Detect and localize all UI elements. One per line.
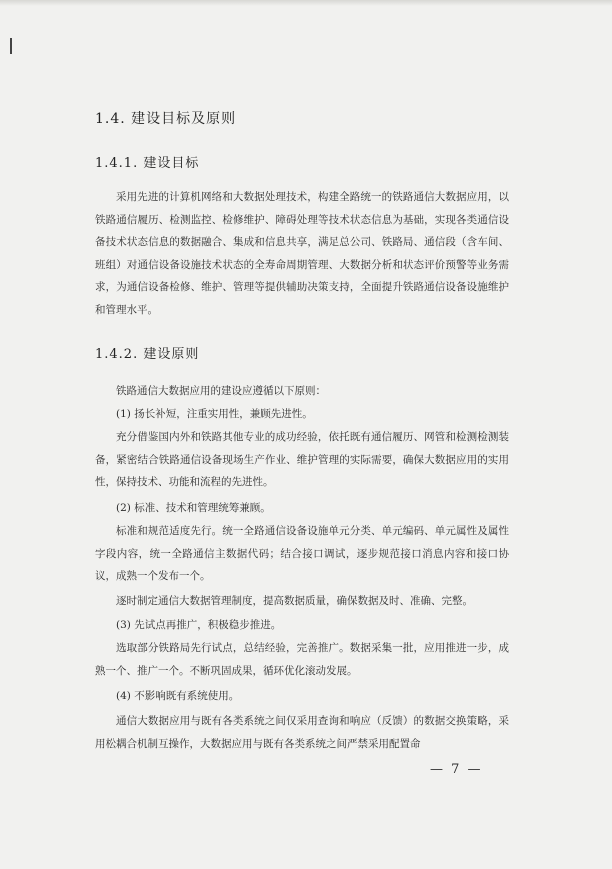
- goal-paragraph: 采用先进的计算机网络和大数据处理技术，构建全路统一的铁路通信大数据应用，以铁路通信履历、检测监控、检修维护、障碍处理等技术状态信息为基础，实现各类通信设备技术状态信息的数据融合、集成和信息共享，满足总公司、铁路局、通信段（含车间、班组）对通信设备设施技术状态的全寿命周期管理、大数据分析和状态评价预警等业务需求，为通信设备检修、维护、管理等提供辅助决策支持，全面提升铁路通信设备设施维护和管理水平。: [95, 191, 509, 316]
- principle-2-label: (2) 标准、技术和管理统筹兼顾。: [116, 502, 271, 514]
- page-number: — 7 —: [430, 762, 483, 777]
- principle-3-body: 选取部分铁路局先行试点，总结经验，完善推广。数据采集一批，应用推进一步，成熟一个、推广一个。不断巩固成果，循环优化滚动发展。: [95, 642, 509, 677]
- principle-2-body: 标准和规范适度先行。统一全路通信设备设施单元分类、单元编码、单元属性及属性字段内容，统一全路通信主数据代码；结合接口调试，逐步规范接口消息内容和接口协议，成熟一个发布一个。: [95, 525, 509, 582]
- section-heading: 1.4. 建设目标及原则: [95, 111, 237, 127]
- principle-4-body: 通信大数据应用与既有各类系统之间仅采用查询和响应（反馈）的数据交换策略，采用松耦合机制互操作，大数据应用与既有各类系统之间严禁采用配置命: [95, 715, 509, 750]
- scan-edge: [0, 0, 612, 6]
- principles-heading: 1.4.2. 建设原则: [95, 347, 200, 362]
- principles-intro: 铁路通信大数据应用的建设应遵循以下原则：: [116, 385, 326, 397]
- principle-1-body: 充分借鉴国内外和铁路其他专业的成功经验，依托既有通信履历、网管和检测检测装备，紧密结合铁路通信设备现场生产作业、维护管理的实际需要，确保大数据应用的实用性，保持技术、功能和流程的先进性。: [95, 431, 509, 488]
- principle-1-label: (1) 扬长补短，注重实用性，兼顾先进性。: [116, 408, 313, 420]
- principle-2-body-cont: 逐时制定通信大数据管理制度，提高数据质量，确保数据及时、准确、完整。: [116, 595, 473, 607]
- goal-heading: 1.4.1. 建设目标: [95, 156, 200, 171]
- principle-3-label: (3) 先试点再推广，积极稳步推进。: [116, 619, 282, 631]
- principle-4-label: (4) 不影响既有系统使用。: [116, 690, 240, 702]
- binding-mark: [10, 38, 12, 54]
